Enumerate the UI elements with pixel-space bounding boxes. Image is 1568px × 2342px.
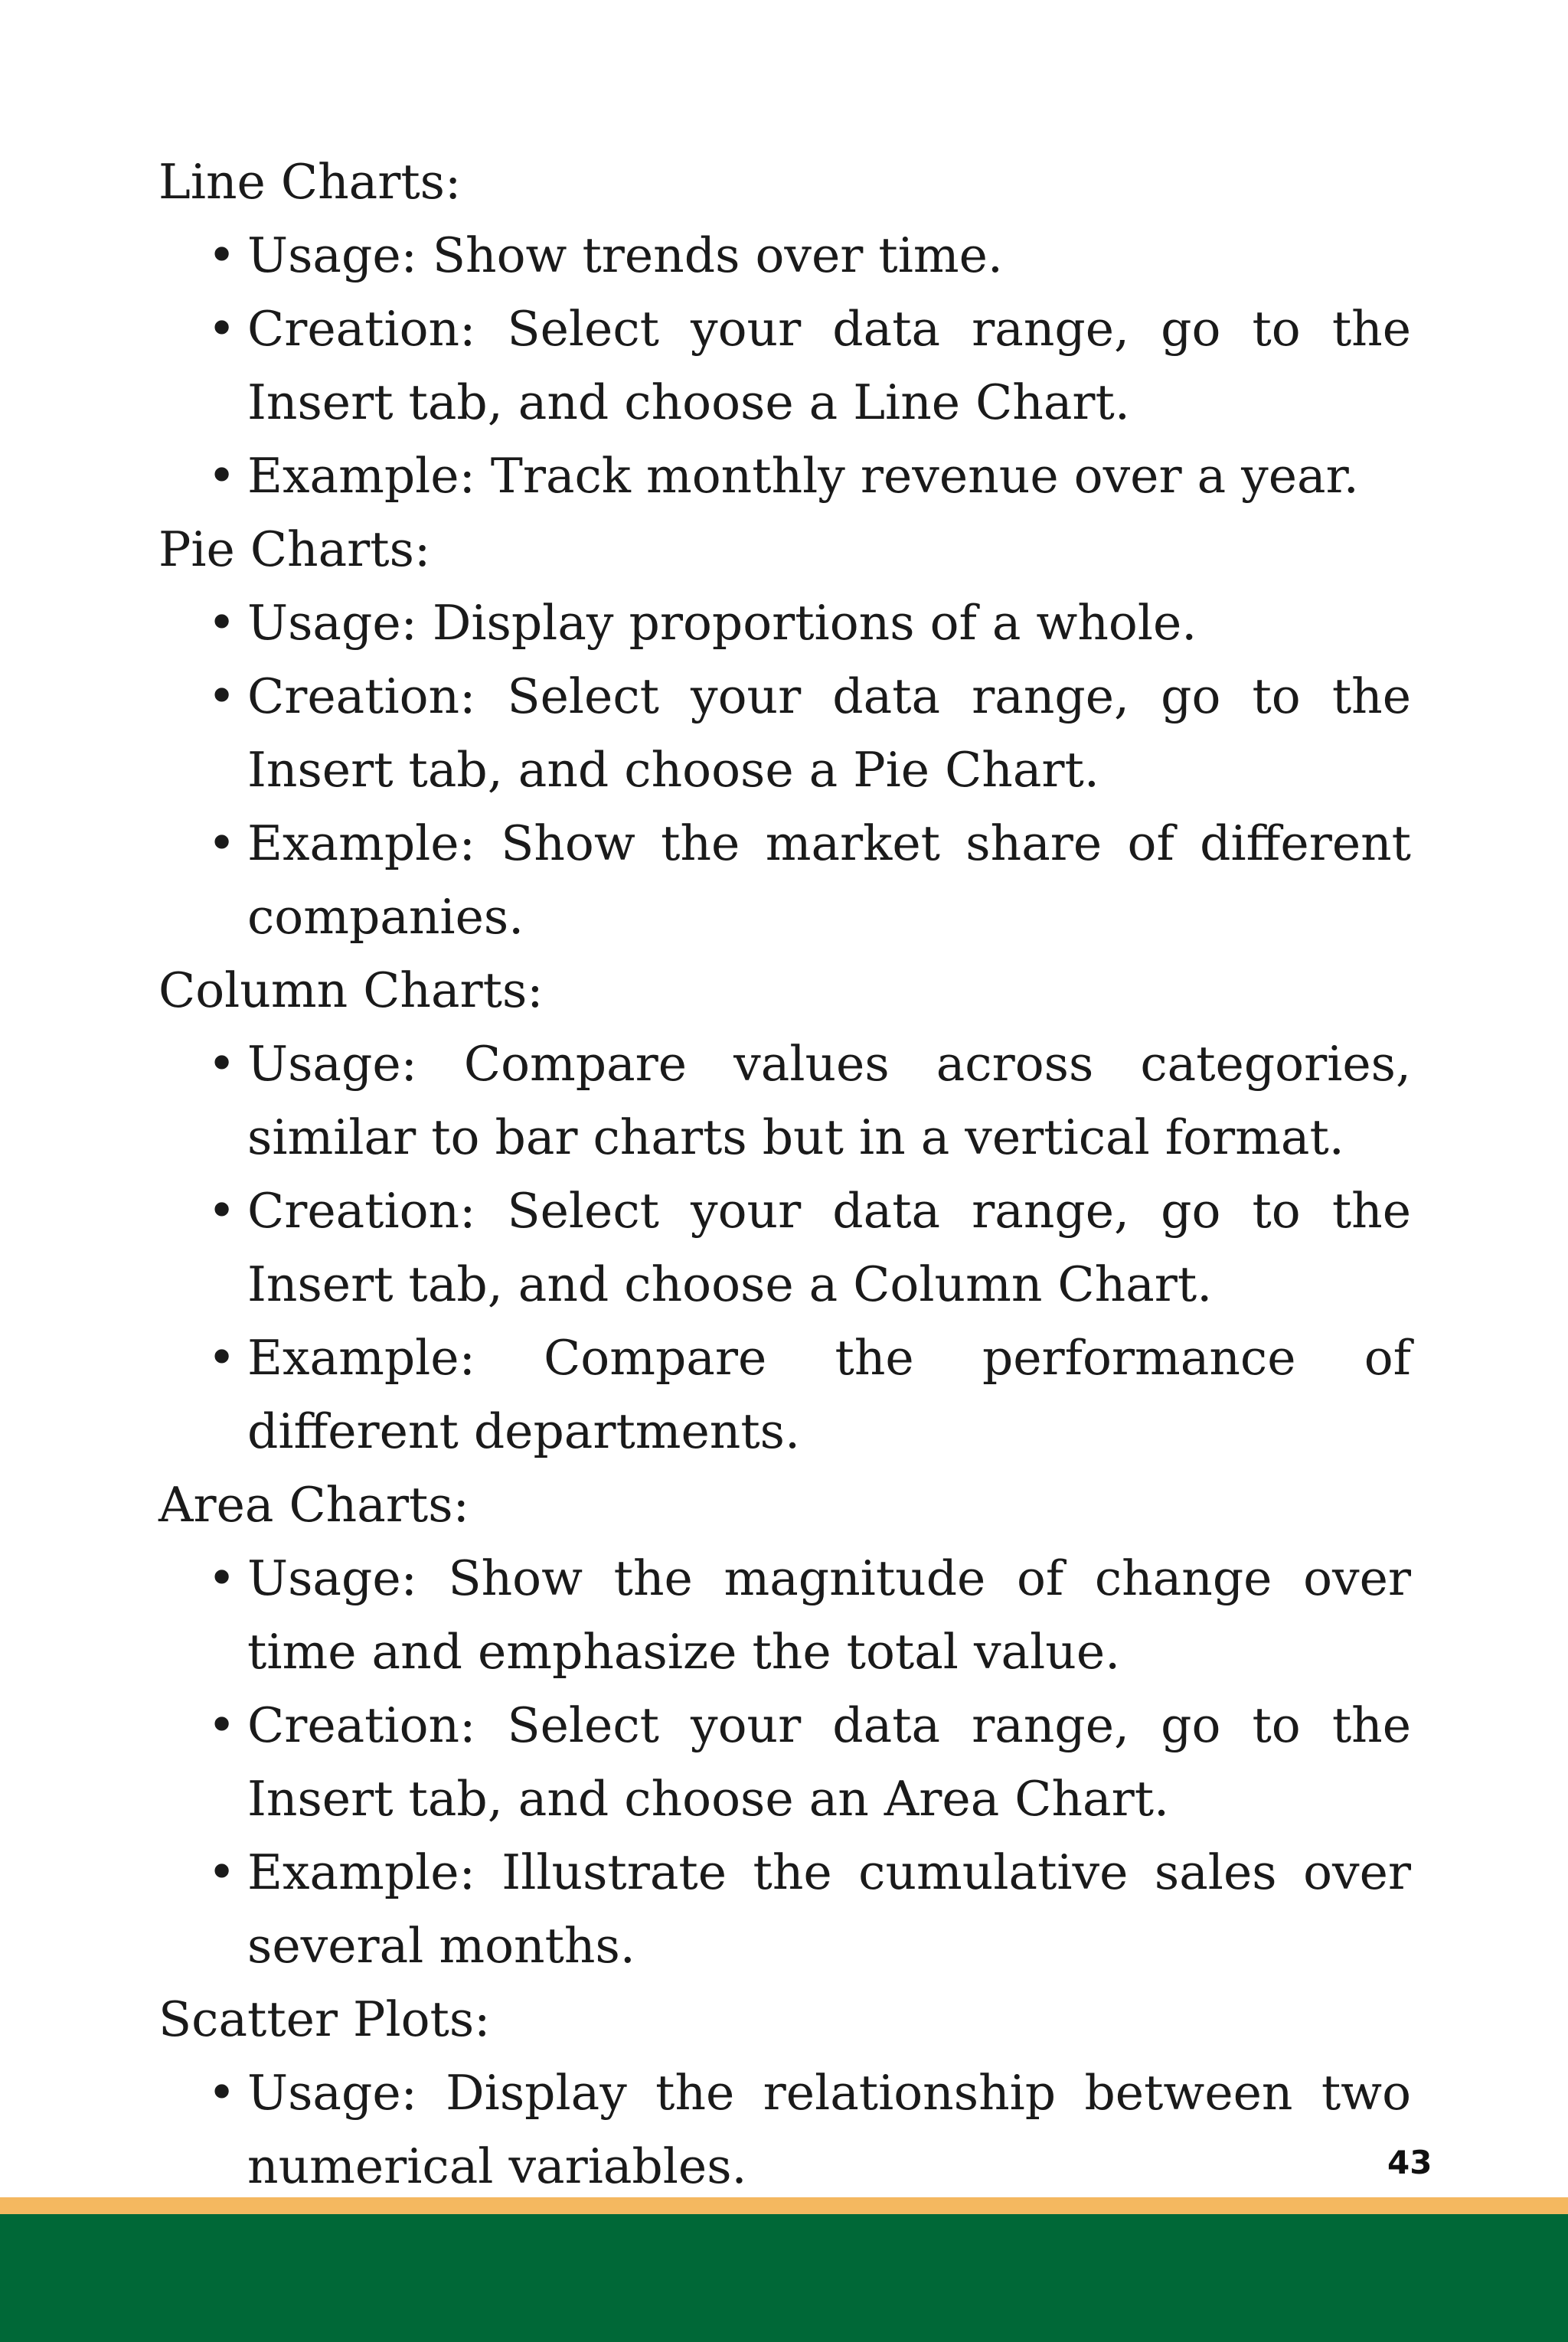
- bullet-icon: •: [207, 1330, 237, 1386]
- bullet-text: Example: Illustrate the cumulative sales over several months.: [247, 1844, 1411, 1974]
- list-item: [158, 219, 1411, 292]
- section-pie-charts: [158, 513, 1411, 954]
- bullet-icon: •: [207, 1550, 237, 1606]
- section-area-charts: [158, 1468, 1411, 1983]
- section-heading: Pie Charts:: [158, 521, 431, 577]
- bullet-text: Creation: Select your data range, go to the Insert tab, and choose a Pie Chart.: [247, 668, 1411, 798]
- bullet-text: Creation: Select your data range, go to the Insert tab, and choose a Column Chart.: [247, 1183, 1411, 1312]
- bullet-icon: •: [207, 668, 237, 724]
- bullet-icon: •: [207, 1844, 237, 1900]
- bullet-icon: •: [207, 1183, 237, 1239]
- list-item: [158, 1027, 1411, 1174]
- bullet-text: Usage: Show the magnitude of change over time and emphasize the total value.: [247, 1550, 1411, 1680]
- bullet-icon: •: [207, 448, 237, 504]
- page-content: [158, 145, 1411, 2203]
- bullet-icon: •: [207, 2065, 237, 2121]
- list-item: [158, 586, 1411, 660]
- page-number: 43: [1387, 2144, 1432, 2181]
- bullet-list: [158, 586, 1411, 954]
- list-item: [158, 660, 1411, 807]
- list-item: [158, 807, 1411, 954]
- footer-accent-band: [0, 2197, 1568, 2214]
- bullet-text: Example: Compare the performance of different departments.: [247, 1330, 1411, 1459]
- bullet-icon: •: [207, 1697, 237, 1753]
- bullet-text: Usage: Show trends over time.: [247, 227, 1003, 283]
- section-heading: Scatter Plots:: [158, 1991, 491, 2047]
- section-heading: Area Charts:: [158, 1477, 469, 1533]
- bullet-icon: •: [207, 227, 237, 283]
- section-line-charts: [158, 145, 1411, 513]
- list-item: [158, 1542, 1411, 1689]
- bullet-icon: •: [207, 815, 237, 871]
- bullet-text: Usage: Compare values across categories, similar to bar charts but in a vertical format.: [247, 1036, 1411, 1165]
- bullet-list: [158, 1542, 1411, 1983]
- list-item: [158, 292, 1411, 439]
- list-item: [158, 1174, 1411, 1321]
- bullet-text: Creation: Select your data range, go to the Insert tab, and choose an Area Chart.: [247, 1697, 1411, 1827]
- bullet-list: [158, 2056, 1411, 2203]
- list-item: [158, 1836, 1411, 1983]
- section-heading: Column Charts:: [158, 962, 544, 1018]
- list-item: [158, 439, 1411, 513]
- bullet-icon: •: [207, 1036, 237, 1092]
- bullet-text: Usage: Display proportions of a whole.: [247, 595, 1197, 651]
- bullet-list: [158, 1027, 1411, 1468]
- bullet-icon: •: [207, 301, 237, 357]
- section-column-charts: [158, 954, 1411, 1468]
- list-item: [158, 1321, 1411, 1468]
- list-item: [158, 1689, 1411, 1836]
- bullet-list: [158, 219, 1411, 513]
- bullet-text: Example: Show the market share of different companies.: [247, 815, 1411, 945]
- bullet-text: Example: Track monthly revenue over a year.: [247, 448, 1359, 504]
- section-scatter-plots: [158, 1983, 1411, 2203]
- bullet-icon: •: [207, 595, 237, 651]
- list-item: [158, 2056, 1411, 2203]
- footer-band: [0, 2214, 1568, 2342]
- section-heading: Line Charts:: [158, 154, 462, 210]
- bullet-text: Usage: Display the relationship between two numerical variables.: [247, 2065, 1411, 2194]
- bullet-text: Creation: Select your data range, go to the Insert tab, and choose a Line Chart.: [247, 301, 1411, 430]
